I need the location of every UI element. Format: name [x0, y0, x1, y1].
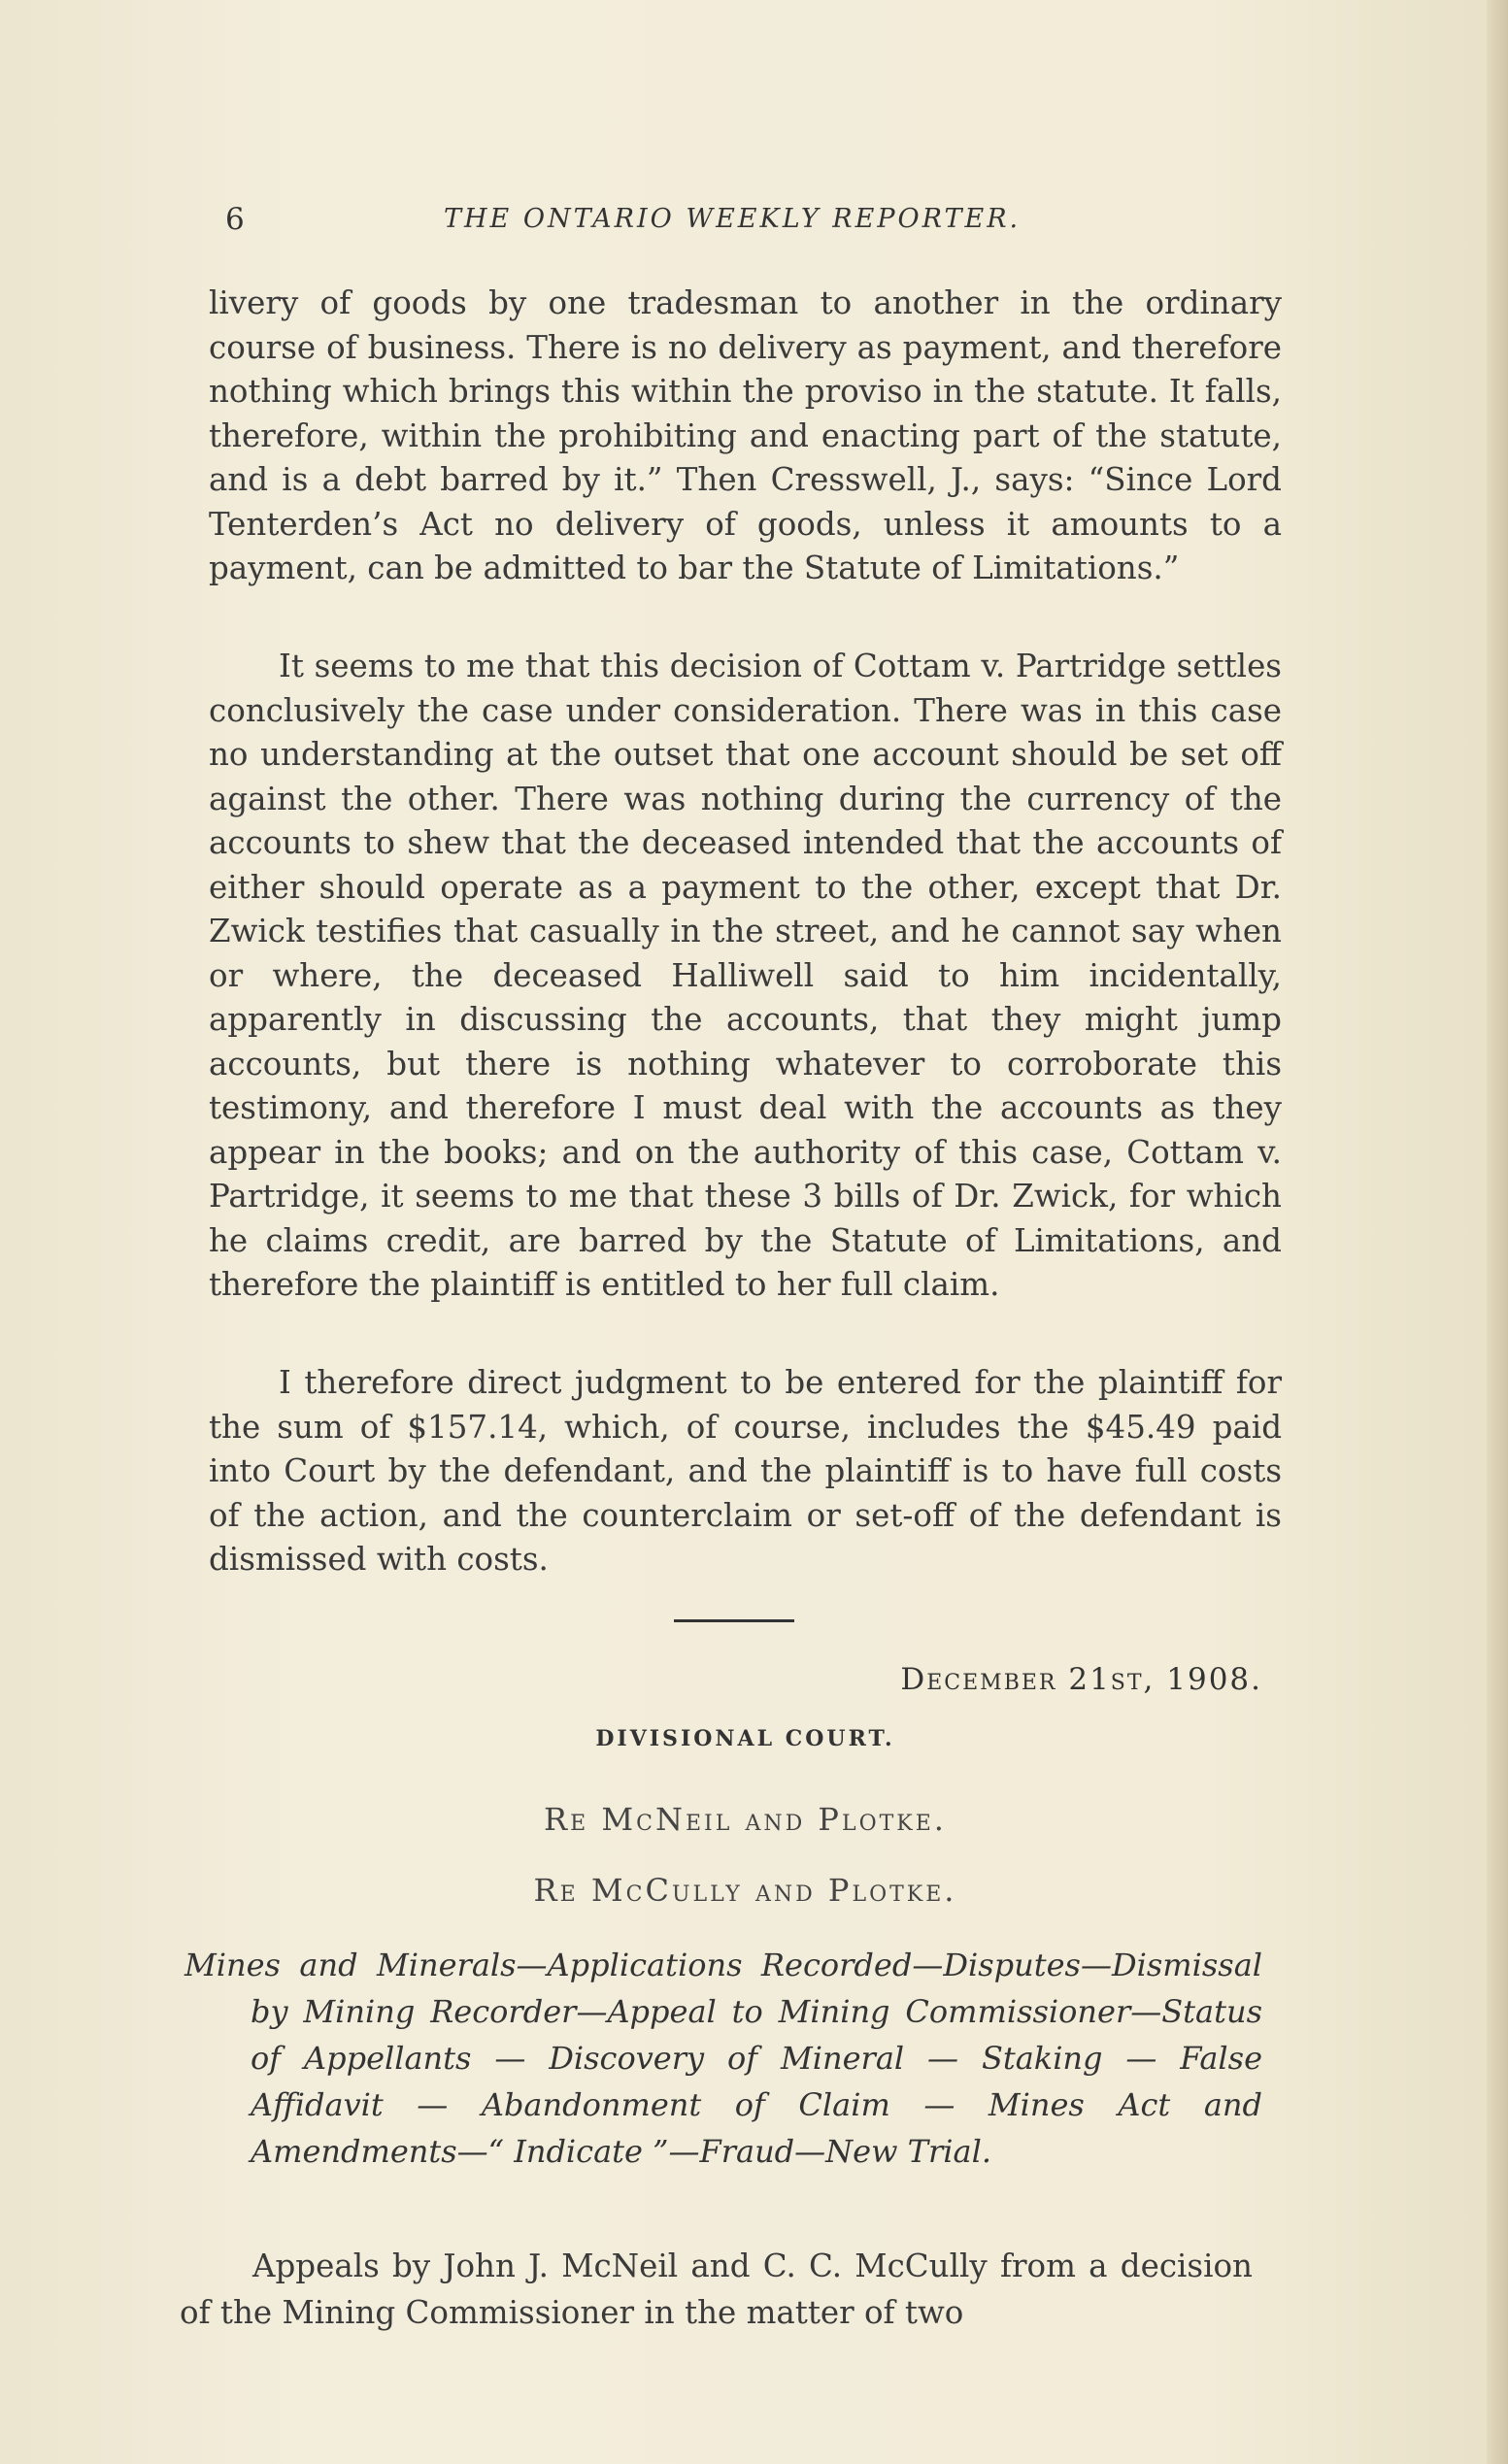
court-name: DIVISIONAL COURT. — [595, 1726, 895, 1751]
running-head — [225, 202, 1274, 250]
page-edge — [1487, 0, 1508, 2464]
headnote — [184, 1942, 1262, 2175]
body-paragraph-2: It seems to me that this decision of Cottam v. Partridge settles conclusively the case under consideration. There was in this case no understanding at the outset that one account should be set off against the other. There was nothing during the currency of the accounts to shew that the deceased intended that the accounts of either should operate as a payment to the other, except that Dr. Zwick testifies that casually in the street, and he cannot say when or where, the deceased Halliwell said to him incidentally, apparently in discussing the accounts, that they might jump accounts, but there is nothing whatever to corroborate this testimony, and therefore I must deal with the accounts as they appear in the books; and on the authority of this case, Cottam v. Partridge, it seems to me that these 3 bills of Dr. Zwick, for which he claims credit, are barred by the Statute of Limitations, and therefore the plaintiff is entitled to her full claim. — [209, 648, 1282, 1303]
section-separator — [674, 1619, 794, 1622]
journal-title: THE ONTARIO WEEKLY REPORTER. — [444, 204, 1022, 234]
case-title-mccully: Re McCully and Plotke. — [533, 1872, 957, 1909]
case-date: December 21st, 1908. — [900, 1662, 1262, 1697]
body-paragraph-4: Appeals by John J. McNeil and C. C. McCully from a decision of the Mining Commissioner in the matter of two — [180, 2248, 1253, 2331]
page-number: 6 — [225, 202, 245, 237]
body-paragraph-1: livery of goods by one tradesman to another in the ordinary course of business. There is no delivery as payment, and therefore nothing which brings this within the proviso in the statute. It falls, therefore, within the prohibiting and enacting part of the statute, and is a debt barred by it.” Then Cresswell, J., says: “Since Lord Tenterden’s Act no delivery of goods, unless it amounts to a payment, can be admitted to bar the Statute of Limitations.” — [209, 284, 1282, 586]
case-title-mcneil: Re McNeil and Plotke. — [544, 1801, 947, 1838]
body-paragraph-3: I therefore direct judgment to be entered for the plaintiff for the sum of $157.14, which, of course, includes the $45.49 paid into Court by the defendant, and the plaintiff is to have full costs of the action, and the counterclaim or set-off of the defendant is dismissed with costs. — [209, 1364, 1282, 1578]
headnote-text: Mines and Minerals—Applications Recorded—Disputes—Dismissal by Mining Recorder—Appeal to Mining Commissioner—Status of Appellants — Discovery of Mineral — Staking — False Affidavit — Abandonment of Claim — Mines Act and Amendments—“ Indicate ”—Fraud—New Trial. — [184, 1947, 1262, 2170]
